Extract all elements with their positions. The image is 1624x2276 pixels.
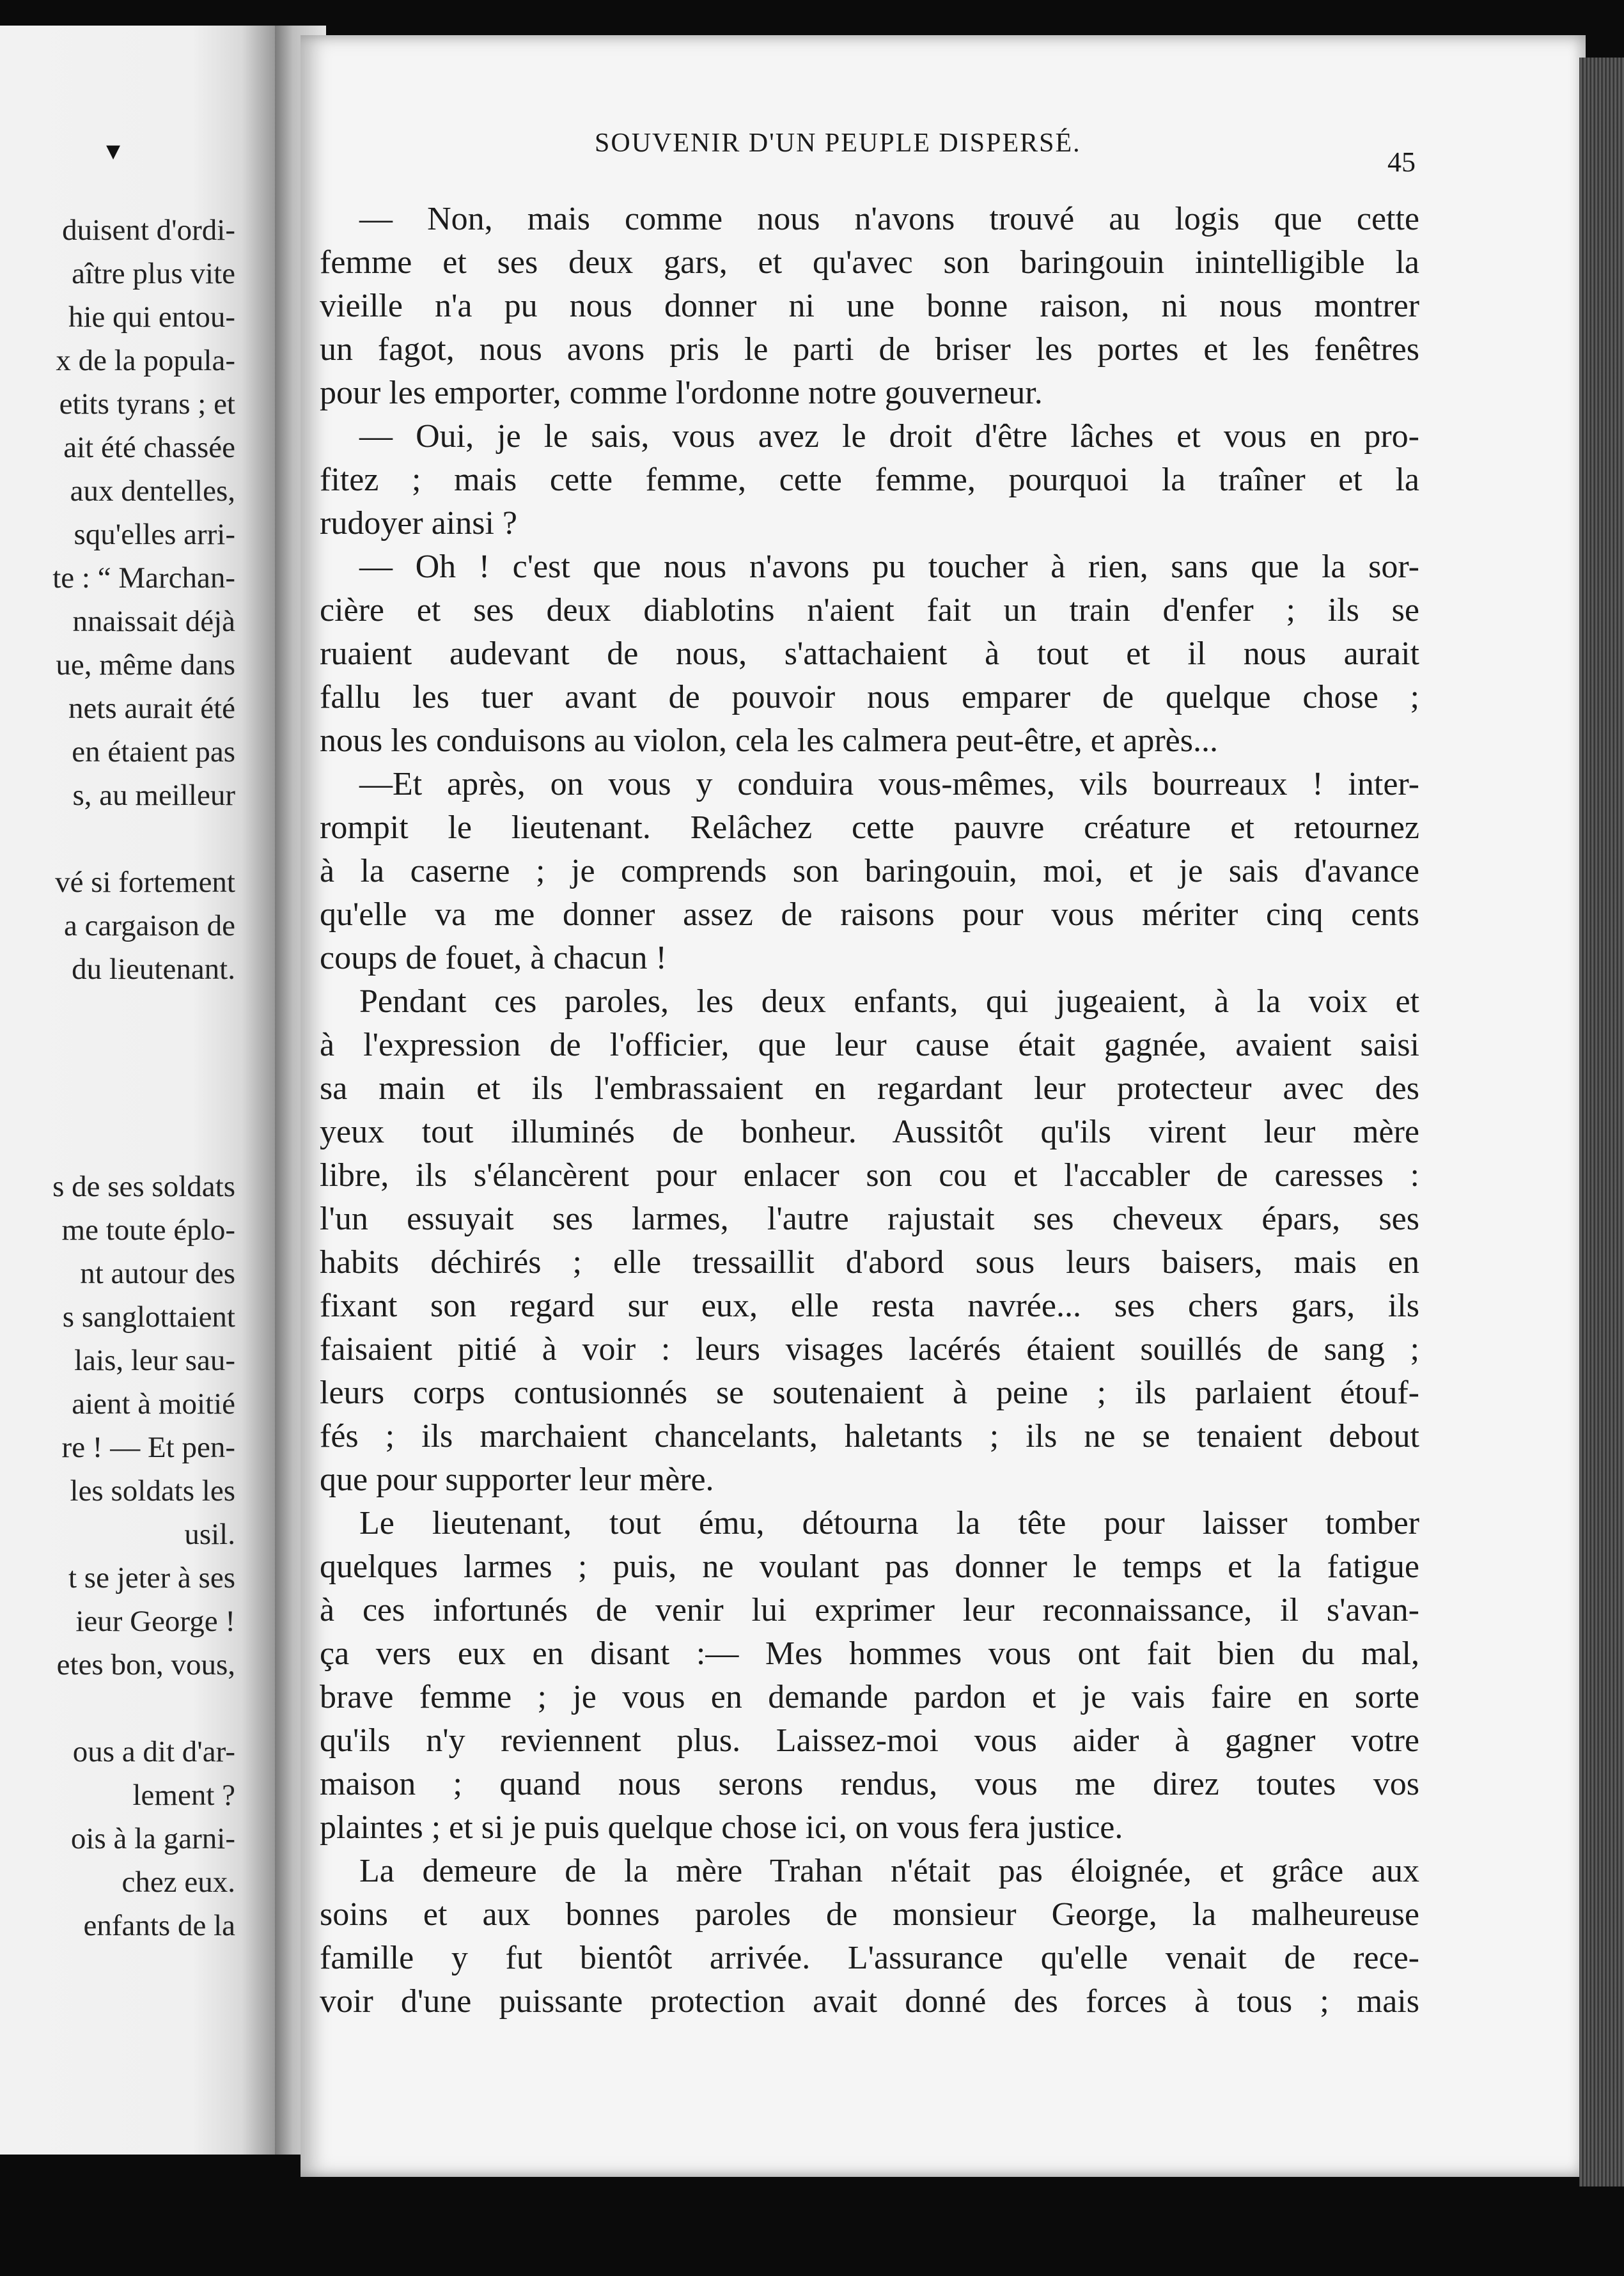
text-line: fallu les tuer avant de pouvoir nous emparer de quelque chose ; bbox=[320, 679, 1419, 715]
left-page-line: du lieutenant. bbox=[72, 953, 235, 986]
left-page-line: aux dentelles, bbox=[70, 474, 235, 508]
page-number: 45 bbox=[1387, 146, 1416, 178]
left-page-line: usil. bbox=[184, 1518, 235, 1551]
left-page-line: s de ses soldats bbox=[52, 1170, 235, 1203]
left-page-line: ieur George ! bbox=[75, 1605, 235, 1638]
left-page-line: les soldats les bbox=[70, 1474, 235, 1508]
text-line: famille y fut bientôt arrivée. L'assurance qu'elle venait de rece- bbox=[320, 1940, 1419, 1976]
left-page-line: x de la popula- bbox=[56, 344, 235, 377]
text-line: femme et ses deux gars, et qu'avec son baringouin inintelligible la bbox=[320, 244, 1419, 281]
left-page-line: lement ? bbox=[132, 1779, 235, 1812]
text-line: à ces infortunés de venir lui exprimer leur reconnaissance, il s'avan- bbox=[320, 1592, 1419, 1628]
left-page-line: ait été chassée bbox=[63, 431, 235, 464]
text-line: sa main et ils l'embrassaient en regardant leur protecteur avec des bbox=[320, 1070, 1419, 1107]
text-line: — Oui, je le sais, vous avez le droit d'être lâches et vous en pro- bbox=[359, 418, 1419, 455]
text-line: qu'elle va me donner assez de raisons pour vous mériter cinq cents bbox=[320, 896, 1419, 933]
text-line: fés ; ils marchaient chancelants, haletants ; ils ne se tenaient debout bbox=[320, 1418, 1419, 1454]
left-page-line: chez eux. bbox=[121, 1866, 235, 1899]
text-line: libre, ils s'élancèrent pour enlacer son cou et l'accabler de caresses : bbox=[320, 1157, 1419, 1194]
left-page-line: a cargaison de bbox=[64, 909, 235, 942]
text-line: ruaient audevant de nous, s'attachaient à tout et il nous aurait bbox=[320, 635, 1419, 672]
left-page-line: etits tyrans ; et bbox=[59, 387, 235, 421]
text-line: qu'ils n'y reviennent plus. Laissez-moi vous aider à gagner votre bbox=[320, 1722, 1419, 1759]
text-line: un fagot, nous avons pris le parti de briser les portes et les fenêtres bbox=[320, 331, 1419, 368]
text-line: brave femme ; je vous en demande pardon et je vais faire en sorte bbox=[320, 1679, 1419, 1715]
text-line: cière et ses deux diablotins n'aient fait un train d'enfer ; ils se bbox=[320, 592, 1419, 628]
text-line: —Et après, on vous y conduira vous-mêmes, vils bourreaux ! inter- bbox=[359, 766, 1419, 802]
left-page-line: aient à moitié bbox=[72, 1387, 235, 1421]
text-line: faisaient pitié à voir : leurs visages lacérés étaient souillés de sang ; bbox=[320, 1331, 1419, 1368]
text-line: habits déchirés ; elle tressaillit d'abord sous leurs baisers, mais en bbox=[320, 1244, 1419, 1281]
ornament-mark: ▾ bbox=[106, 135, 121, 166]
left-page-line: en étaient pas bbox=[72, 735, 235, 768]
text-line: à l'expression de l'officier, que leur cause était gagnée, avaient saisi bbox=[320, 1027, 1419, 1063]
left-page-line: enfants de la bbox=[83, 1909, 235, 1942]
text-line: rompit le lieutenant. Relâchez cette pauvre créature et retournez bbox=[320, 809, 1419, 846]
left-page-line: nets aurait été bbox=[68, 692, 235, 725]
text-line: — Oh ! c'est que nous n'avons pu toucher à rien, sans que la sor- bbox=[359, 549, 1419, 585]
text-line: Le lieutenant, tout ému, détourna la tête pour laisser tomber bbox=[359, 1505, 1419, 1541]
left-page-line: me toute éplo- bbox=[61, 1213, 235, 1247]
left-page-line: etes bon, vous, bbox=[56, 1648, 235, 1681]
text-line: vieille n'a pu nous donner ni une bonne raison, ni nous montrer bbox=[320, 288, 1419, 324]
left-page bbox=[0, 26, 275, 2155]
text-line: l'un essuyait ses larmes, l'autre rajustait ses cheveux épars, ses bbox=[320, 1201, 1419, 1237]
left-page-line: duisent d'ordi- bbox=[62, 214, 235, 247]
left-page-line: lais, leur sau- bbox=[74, 1344, 235, 1377]
left-page-line: ois à la garni- bbox=[70, 1822, 235, 1855]
text-line: coups de fouet, à chacun ! bbox=[320, 940, 667, 976]
left-page-line: nnaissait déjà bbox=[72, 605, 235, 638]
left-page-line: nt autour des bbox=[80, 1257, 235, 1290]
text-line: à la caserne ; je comprends son baringouin, moi, et je sais d'avance bbox=[320, 853, 1419, 889]
text-line: yeux tout illuminés de bonheur. Aussitôt qu'ils virent leur mère bbox=[320, 1114, 1419, 1150]
running-head: SOUVENIR D'UN PEUPLE DISPERSÉ. bbox=[595, 129, 1081, 158]
text-line: maison ; quand nous serons rendus, vous me direz toutes vos bbox=[320, 1766, 1419, 1802]
left-page-line: re ! — Et pen- bbox=[61, 1431, 235, 1464]
text-line: que pour supporter leur mère. bbox=[320, 1461, 714, 1498]
left-page-line: s sanglottaient bbox=[62, 1300, 235, 1334]
text-line: soins et aux bonnes paroles de monsieur George, la malheureuse bbox=[320, 1896, 1419, 1933]
text-line: Pendant ces paroles, les deux enfants, qui jugeaient, à la voix et bbox=[359, 983, 1419, 1020]
text-line: fixant son regard sur eux, elle resta navrée... ses chers gars, ils bbox=[320, 1288, 1419, 1324]
text-line: pour les emporter, comme l'ordonne notre gouverneur. bbox=[320, 375, 1043, 411]
text-line: nous les conduisons au violon, cela les calmera peut-être, et après... bbox=[320, 722, 1218, 759]
left-page-line: hie qui entou- bbox=[68, 300, 235, 334]
left-page-line: ue, même dans bbox=[56, 648, 235, 682]
left-page-line: te : “ Marchan- bbox=[52, 561, 235, 595]
text-line: leurs corps contusionnés se soutenaient à peine ; ils parlaient étouf- bbox=[320, 1375, 1419, 1411]
text-line: — Non, mais comme nous n'avons trouvé au logis que cette bbox=[359, 201, 1419, 237]
left-page-line: squ'elles arri- bbox=[74, 518, 235, 551]
page-edge bbox=[1579, 58, 1624, 2186]
left-page-line: t se jeter à ses bbox=[68, 1561, 235, 1594]
text-line: quelques larmes ; puis, ne voulant pas donner le temps et la fatigue bbox=[320, 1548, 1419, 1585]
left-page-line: ous a dit d'ar- bbox=[72, 1735, 235, 1768]
text-line: voir d'une puissante protection avait donné des forces à tous ; mais bbox=[320, 1983, 1419, 2020]
text-line: plaintes ; et si je puis quelque chose ici, on vous fera justice. bbox=[320, 1809, 1123, 1846]
left-page-line: vé si fortement bbox=[55, 866, 235, 899]
text-line: fitez ; mais cette femme, cette femme, pourquoi la traîner et la bbox=[320, 462, 1419, 498]
text-line: La demeure de la mère Trahan n'était pas éloignée, et grâce aux bbox=[359, 1853, 1419, 1889]
text-line: ça vers eux en disant :— Mes hommes vous ont fait bien du mal, bbox=[320, 1635, 1419, 1672]
left-page-line: aître plus vite bbox=[72, 257, 235, 290]
left-page-line: s, au meilleur bbox=[72, 779, 235, 812]
text-line: rudoyer ainsi ? bbox=[320, 505, 518, 542]
